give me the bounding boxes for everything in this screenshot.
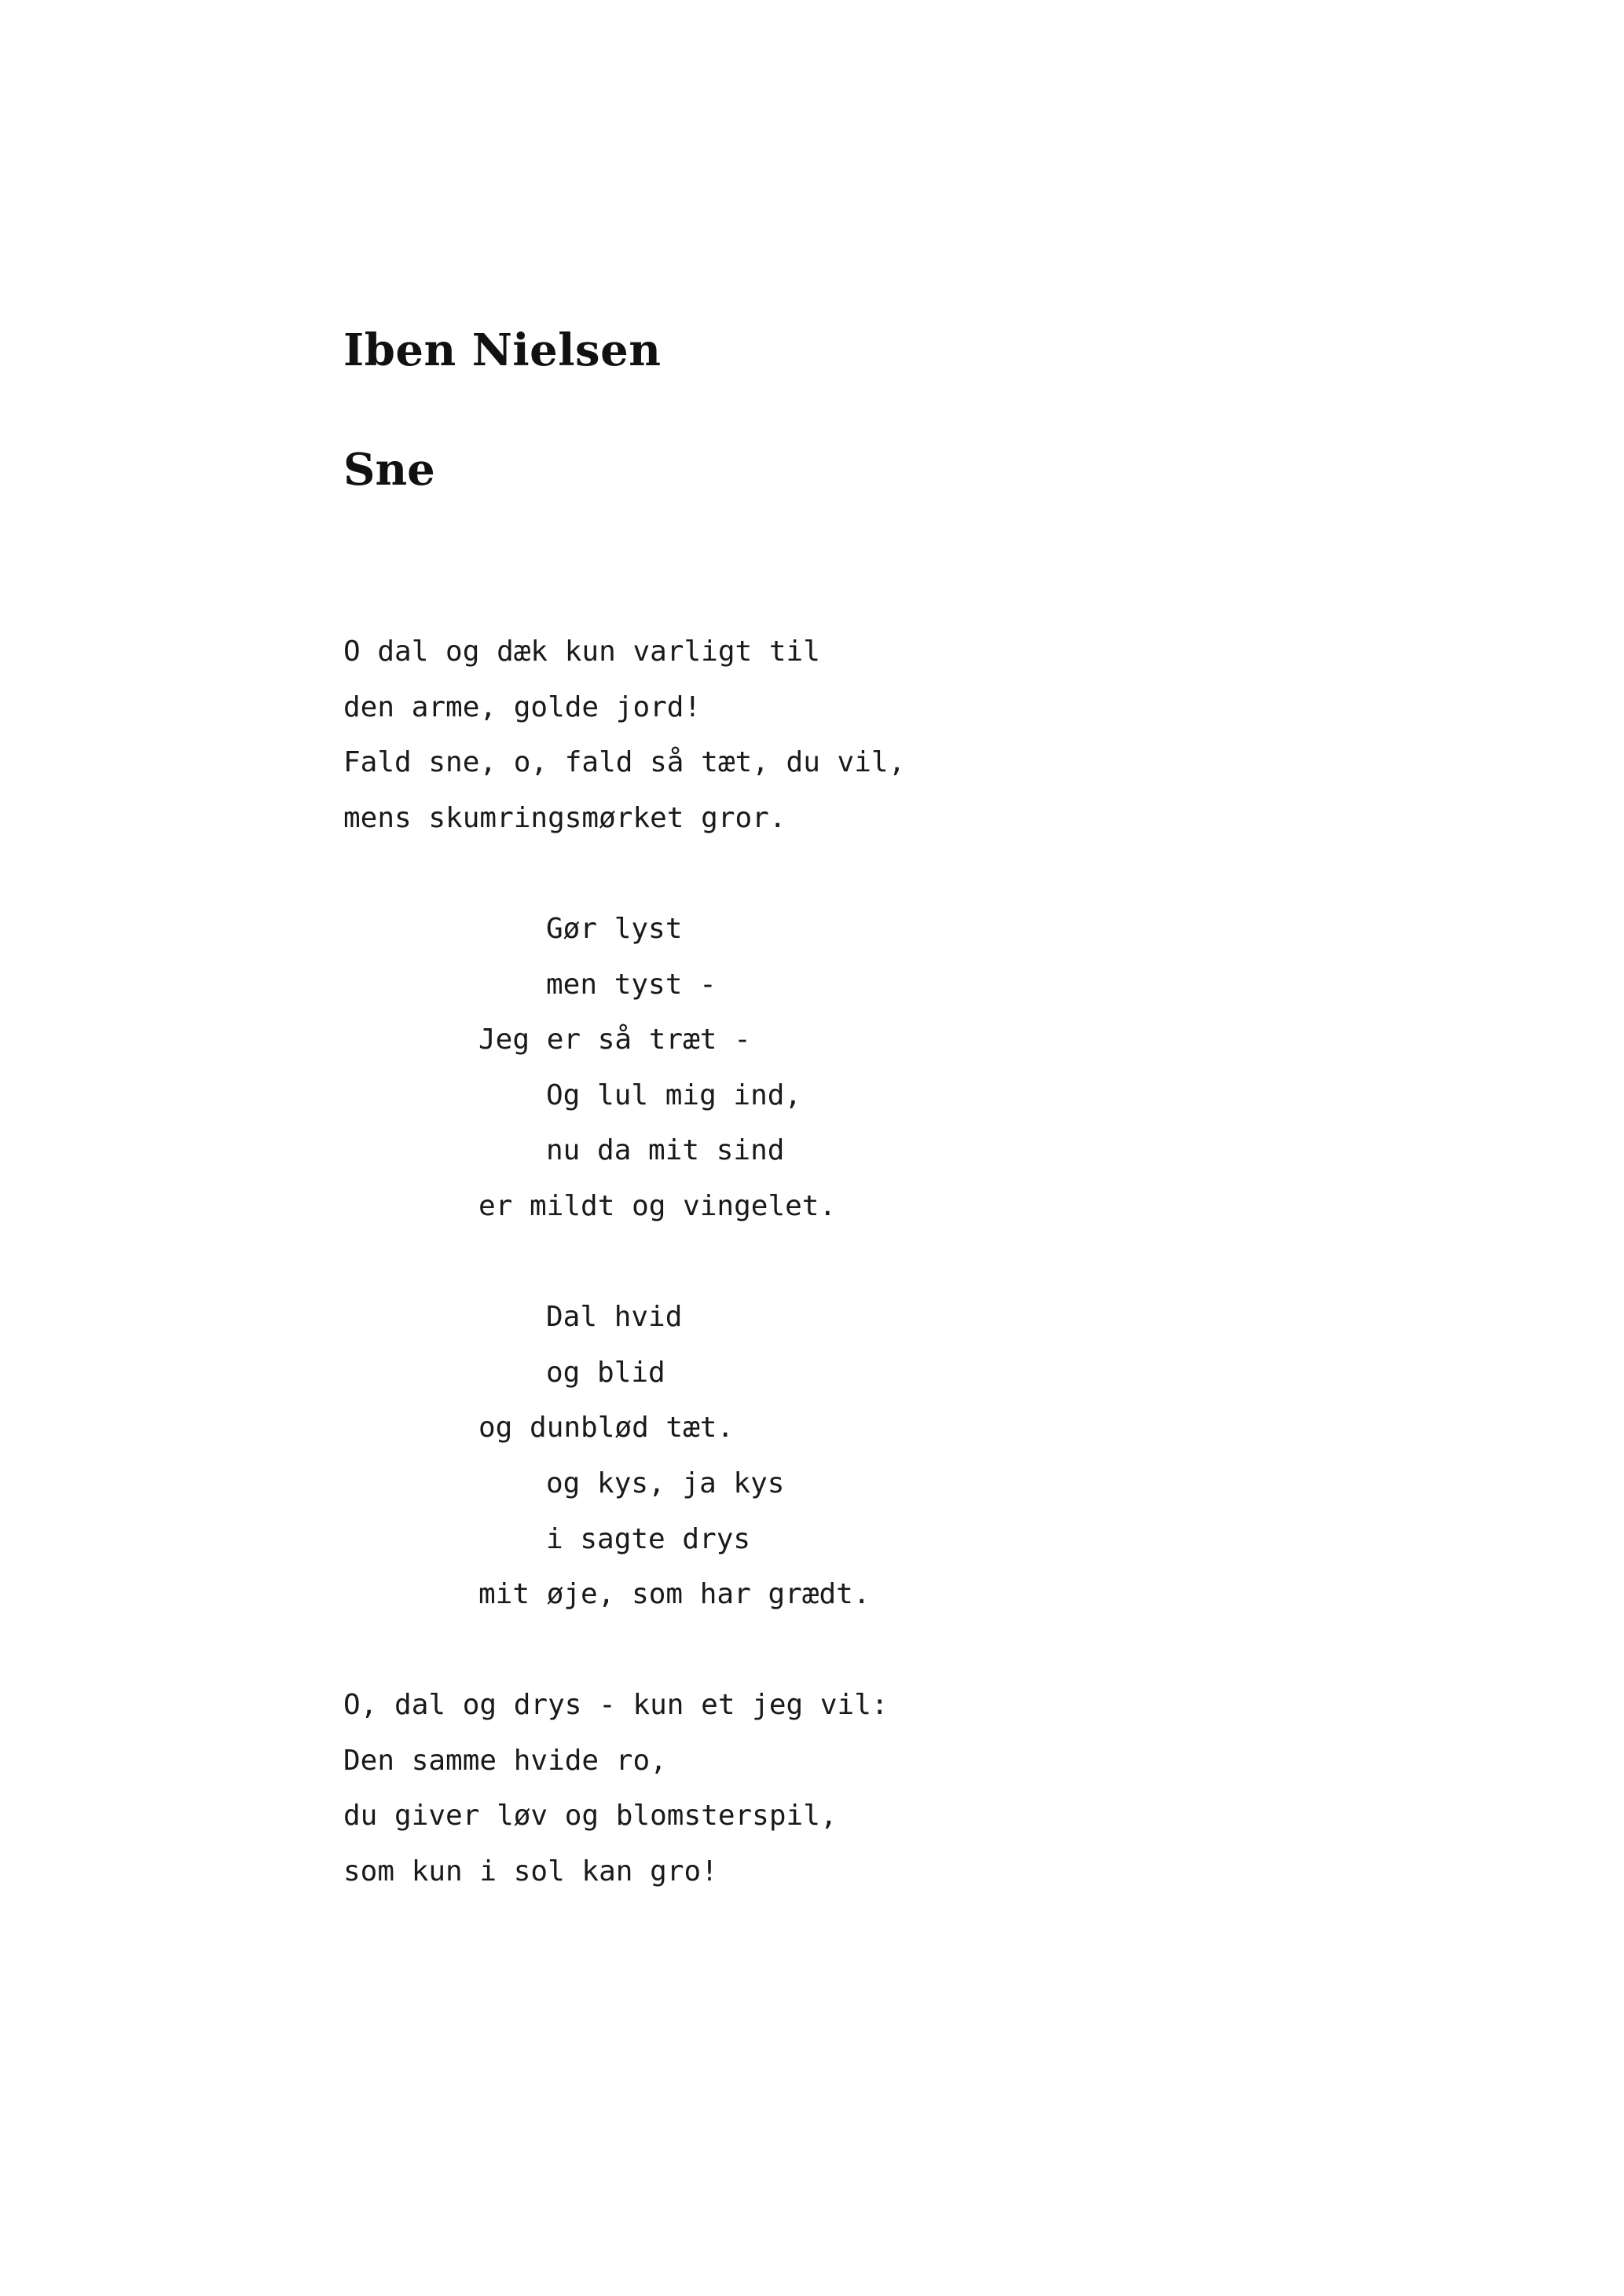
poem-line: er mildt og vingelet. [478,1189,837,1222]
poem-line: nu da mit sind [546,1134,785,1167]
poem-line: og dunblød tæt. [478,1412,735,1445]
poem-line: og blid [546,1356,665,1389]
poem-line: O, dal og drys - kun et jeg vil: [343,1689,889,1722]
poem-line: den arme, golde jord! [343,690,702,723]
poem-line: mens skumringsmørket gror. [343,801,786,834]
poem-stanza [343,1290,905,1623]
poem-line: Dal hvid [546,1301,683,1334]
poem-line: Jeg er så træt - [478,1023,751,1056]
poem-author: Iben Nielsen [343,324,662,376]
poem-line: du giver løv og blomsterspil, [343,1800,838,1833]
poem-line: Gør lyst [546,912,683,945]
poem-line: og kys, ja kys [546,1467,785,1500]
poem-line: i sagte drys [546,1522,751,1555]
poem-stanza [343,624,905,846]
poem-line: mit øje, som har grædt. [478,1578,871,1611]
poem-line: Fald sne, o, fald så tæt, du vil, [343,746,906,779]
poem-body [343,624,905,1900]
poem-title: Sne [343,444,435,496]
poem-stanza [343,902,905,1235]
poem-line: Og lul mig ind, [546,1078,802,1111]
poem-line: men tyst - [546,968,717,1001]
poem-line: O dal og dæk kun varligt til [343,635,820,668]
poem-line: Den samme hvide ro, [343,1744,667,1777]
poem-line: som kun i sol kan gro! [343,1855,718,1888]
poem-stanza [343,1678,905,1899]
